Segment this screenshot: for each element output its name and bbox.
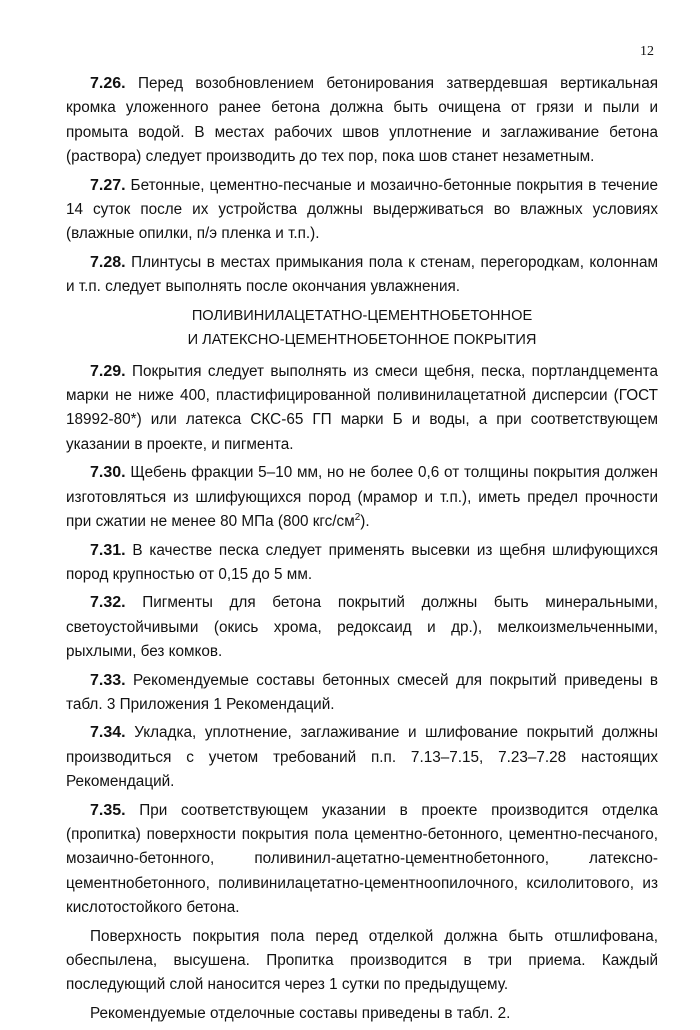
clause-text: Перед возобновлением бетонирования затвердевшая вертикальная кромка уложенного ранее бетона должна быть очищена от грязи и пыли и промыта водой. В местах рабочих швов уплотнение и заглаживание бетона (раствора) следует производить до тех пор, пока шов станет незаметным. bbox=[66, 75, 659, 166]
clause-number: 7.31. bbox=[90, 541, 126, 559]
clause-number: 7.34. bbox=[90, 724, 126, 742]
paragraph-polishing: Поверхность покрытия пола перед отделкой должна быть отшлифована, обеспылена, высушена. Пропитка производится в три приема. Каждый последующий слой наносится через 1 сутки по предыдущему. bbox=[66, 927, 658, 994]
clause-text: При соответствующем указании в проекте производится отделка (пропитка) поверхности покрытия пола цементно-бетонного, цементно-песчаного, мозаично-бетонного, поливинил-ацетатно-цементнобетонного, латексно-цементнобетонного, поливинилацетатно-цементноопилочного, ксилолитового, из кислотостойкого бетона. bbox=[66, 801, 659, 917]
clause-number: 7.32. bbox=[90, 594, 126, 612]
clause-number: 7.28. bbox=[90, 253, 126, 271]
page-number: 12 bbox=[640, 44, 654, 59]
paragraph-finishing-table-ref: Рекомендуемые отделочные составы приведены в табл. 2. bbox=[90, 1004, 511, 1022]
clause-text: Щебень фракции 5–10 мм, но не более 0,6 от толщины покрытия должен изготовляться из шлифующихся пород (мрамор и т.п.), иметь предел прочности при сжатии не менее 80 МПа (800 кгс/см bbox=[66, 464, 658, 531]
paragraph-7-30 bbox=[66, 461, 658, 534]
paragraph-7-34 bbox=[66, 721, 658, 794]
paragraph-7-33 bbox=[66, 669, 658, 718]
section-title-line-2: И ЛАТЕКСНО-ЦЕМЕНТНОБЕТОННОЕ ПОКРЫТИЯ bbox=[187, 331, 537, 348]
clause-number: 7.29. bbox=[90, 362, 126, 380]
clause-number: 7.26. bbox=[90, 75, 126, 92]
clause-text: Бетонные, цементно-песчаные и мозаично-бетонные покрытия в течение 14 суток после их устройства должны выдерживаться во влажных условиях (влажные опилки, п/э пленка и т.п.). bbox=[66, 176, 658, 243]
clause-number: 7.33. bbox=[90, 671, 126, 689]
section-title-line-1: ПОЛИВИНИЛАЦЕТАТНО-ЦЕМЕНТНОБЕТОННОЕ bbox=[191, 307, 533, 324]
section-title bbox=[66, 304, 658, 352]
superscript: 2 bbox=[354, 512, 361, 523]
paragraph-7-29 bbox=[66, 360, 658, 458]
paragraph-7-26 bbox=[66, 72, 658, 170]
paragraph-7-35 bbox=[66, 799, 658, 921]
document-body bbox=[66, 72, 658, 1030]
clause-text: Пигменты для бетона покрытий должны быть минеральными, светоустойчивыми (окись хрома, редоксаид и др.), мелкоизмельченными, рыхлыми, без комков. bbox=[66, 594, 658, 661]
clause-text: Укладка, уплотнение, заглаживание и шлифование покрытий должны производиться с учетом требований п.п. 7.13–7.15, 7.23–7.28 настоящих Рекомендаций. bbox=[66, 724, 659, 791]
clause-text: В качестве песка следует применять высевки из щебня шлифующихся пород крупностью от 0,15 до 5 мм. bbox=[66, 541, 659, 583]
paragraph-7-31 bbox=[66, 539, 658, 588]
clause-text-tail: ). bbox=[360, 513, 370, 531]
clause-number: 7.35. bbox=[90, 801, 126, 819]
paragraph-7-32 bbox=[66, 591, 658, 664]
clause-number: 7.27. bbox=[90, 176, 126, 194]
clause-number: 7.30. bbox=[90, 464, 126, 482]
paragraph-7-28 bbox=[66, 251, 658, 300]
clause-text: Рекомендуемые составы бетонных смесей для покрытий приведены в табл. 3 Приложения 1 Рекомендаций. bbox=[66, 671, 658, 713]
clause-text: Плинтусы в местах примыкания пола к стенам, перегородкам, колоннам и т.п. следует выполнять после окончания увлажнения. bbox=[66, 253, 658, 296]
paragraph-7-27 bbox=[66, 174, 658, 247]
clause-text: Покрытия следует выполнять из смеси щебня, песка, портландцемента марки не ниже 400, пластифицированной поливинилацетатной дисперсии (ГОСТ 18992-80*) или латекса СКС-65 ГП марки Б и воды, а при соответствующем указании в проекте, и пигмента. bbox=[66, 362, 659, 453]
